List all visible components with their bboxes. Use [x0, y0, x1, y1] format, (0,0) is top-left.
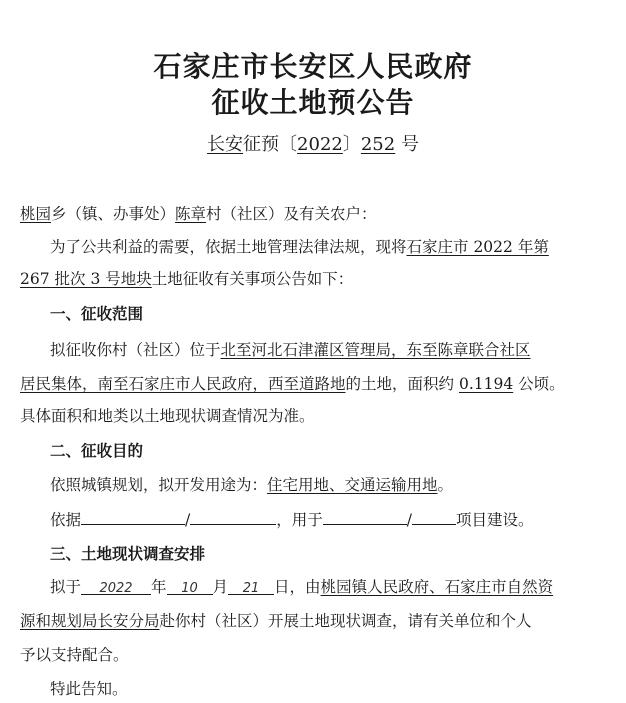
section1-heading: 一、征收范围	[50, 304, 144, 323]
notice-title-line2: 征收土地预公告	[211, 86, 415, 119]
survey-agency-2: 源和规划局长安分局	[20, 612, 160, 630]
intro-parcel: 267 批次 3 号地块	[20, 270, 152, 288]
section1-line1	[50, 339, 610, 361]
intro-batch-year: 石家庄市 2022 年第	[406, 238, 549, 256]
section3-line3: 予以支持配合。	[20, 646, 129, 664]
basis-blank-4	[412, 508, 456, 525]
address-village: 陈章	[175, 205, 207, 223]
document-number	[0, 133, 626, 157]
survey-agency-1: 桃园镇人民政府、石家庄市自然资	[320, 578, 554, 596]
address-line	[20, 203, 610, 225]
section1-boundary2: 居民集体，南至石家庄市人民政府，西至道路地	[20, 375, 346, 393]
intro-text1: 为了公共利益的需要，依据土地管理法律法规，现将	[50, 238, 407, 256]
section1-area: 0.1194	[458, 375, 514, 393]
section1-line3: 具体面积和地类以土地现状调查情况为准。	[20, 407, 315, 425]
basis-label: 依据	[50, 511, 82, 529]
closing-text: 特此告知。	[50, 680, 128, 698]
survey-day: 21	[228, 578, 274, 595]
survey-prefix: 拟于	[50, 578, 82, 596]
section1-text1: 拟征收你村（社区）位于	[50, 341, 221, 359]
survey-text: 赴你村（社区）开展土地现状调查，请有关单位和个人	[159, 612, 532, 630]
section2-land-use: 住宅用地、交通运输用地	[267, 476, 438, 494]
section1-boundary1: 北至河北石津灌区管理局，东至陈章联合社区	[220, 341, 531, 359]
section2-line1	[50, 474, 610, 496]
survey-day-label: 日，由	[274, 578, 321, 596]
basis-project-label: 项目建设。	[456, 511, 534, 529]
basis-purpose-label: ，用于	[276, 511, 323, 529]
section1-unit: 公顷。	[518, 375, 565, 393]
section2-text1: 依照城镇规划，拟开发用途为：	[50, 476, 268, 494]
doc-number-num: 252	[360, 134, 396, 155]
section2-heading: 二、征收目的	[50, 441, 144, 460]
survey-year-label: 年	[151, 578, 167, 596]
address-text2: 村（社区）及有关农户：	[206, 205, 377, 223]
section2-basis-line	[50, 508, 610, 531]
section3-line1	[50, 576, 610, 598]
section2-text2: 。	[437, 476, 454, 494]
basis-blank-3	[323, 508, 407, 525]
doc-number-prefix: 长安	[207, 134, 244, 155]
address-text1: 乡（镇、办事处）	[51, 205, 176, 223]
section1-text2: 的土地，面积约	[345, 375, 455, 393]
doc-number-suffix: 号	[400, 134, 419, 155]
section1-line2	[20, 373, 610, 395]
section3-line2	[20, 610, 610, 632]
survey-month: 10	[167, 578, 213, 595]
basis-slash-2: /	[406, 511, 412, 529]
basis-blank-2	[190, 508, 276, 525]
doc-number-year: 2022	[297, 134, 343, 155]
basis-slash-1: /	[185, 511, 191, 529]
survey-month-label: 月	[212, 578, 229, 596]
intro-text2: 土地征收有关事项公告如下：	[151, 270, 354, 288]
doc-number-mid1: 征预〔	[243, 134, 298, 155]
section3-heading: 三、土地现状调查安排	[50, 544, 206, 563]
survey-year: 2022	[81, 578, 151, 595]
basis-blank-1	[81, 508, 185, 525]
address-town: 桃园	[20, 205, 52, 223]
doc-number-mid2: 〕	[342, 134, 361, 155]
intro-line1	[50, 236, 610, 258]
notice-title-line1: 石家庄市长安区人民政府	[153, 50, 473, 83]
intro-line2	[20, 268, 610, 290]
